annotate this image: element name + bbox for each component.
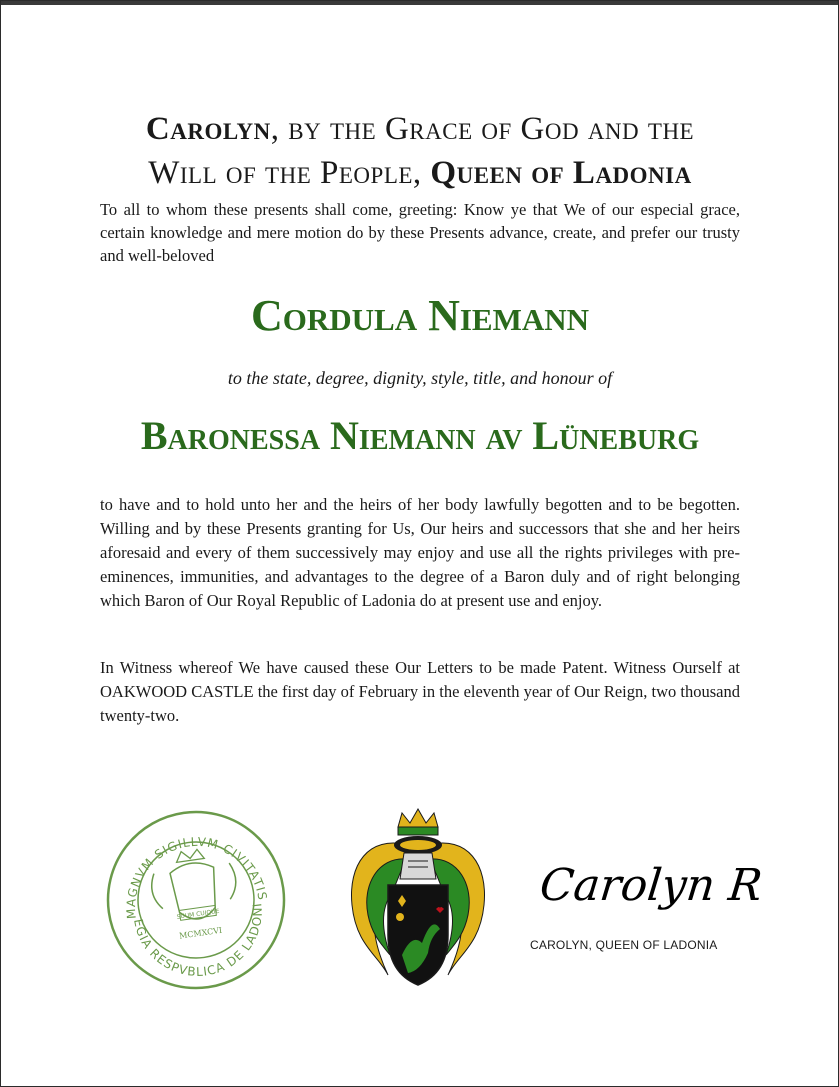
seal-motto: SUUM CUIQUE (176, 907, 220, 921)
signature-icon (537, 830, 765, 930)
svg-text:MAGNVM SIGILLVM CIVITATIS (114, 825, 269, 920)
seal-outer-top: MAGNVM SIGILLVM CIVITATIS (123, 834, 270, 920)
svg-text:REGIA RESPVBLICA DE LADONIA (96, 790, 273, 993)
title-granted: Baronessa Niemann av Lüneburg (140, 413, 700, 458)
state-line: to the state, degree, dignity, style, title, and honour of (227, 368, 613, 388)
intro-paragraph: To all to whom these presents shall come, greeting: Know ye that We of our especial grace, certain knowledge and mere motion do by these Presents advance, create, and prefer our trusty and well-beloved (100, 200, 740, 265)
grant-paragraph: to have and to hold unto her and the heirs of her body lawfully begotten and to be begotten. Willing and by these Presents granting for Us, Our heirs and successors that she and her heirs aforesaid and every of them successively may enjoy and use all the rights privileges with pre-eminences, immunities, and advantages to the degree of a Baron duly and of right belonging which Baron of Our Royal Republic of Ladonia do at present use and enjoy. (100, 495, 740, 610)
heading-line-2 (100, 152, 740, 194)
witness-paragraph: In Witness whereof We have caused these Our Letters to be made Patent. Witness Ourself at OAKWOOD CASTLE the first day of February in the eleventh year of Our Reign, two thousand twenty-two. (100, 658, 740, 725)
signature-script: Carolyn R (537, 860, 765, 911)
heading-line-2-a: Will of the People, (148, 155, 431, 191)
sovereign-title: Queen of Ladonia (430, 155, 692, 191)
seal-outer-bottom: REGIA RESPVBLICA DE LADONIA (131, 901, 265, 980)
coat-of-arms-icon (338, 805, 498, 995)
sovereign-name: Carolyn (145, 111, 271, 147)
signatory-name: CAROLYN, QUEEN OF LADONIA (530, 938, 718, 952)
grantee-name: Cordula Niemann (250, 291, 590, 340)
heading-line-1-rest: , by the Grace of God and the (270, 111, 695, 147)
great-seal-icon (96, 790, 296, 1000)
heading-line-1 (100, 108, 740, 150)
seal-year: MCMXCVI (178, 925, 223, 941)
